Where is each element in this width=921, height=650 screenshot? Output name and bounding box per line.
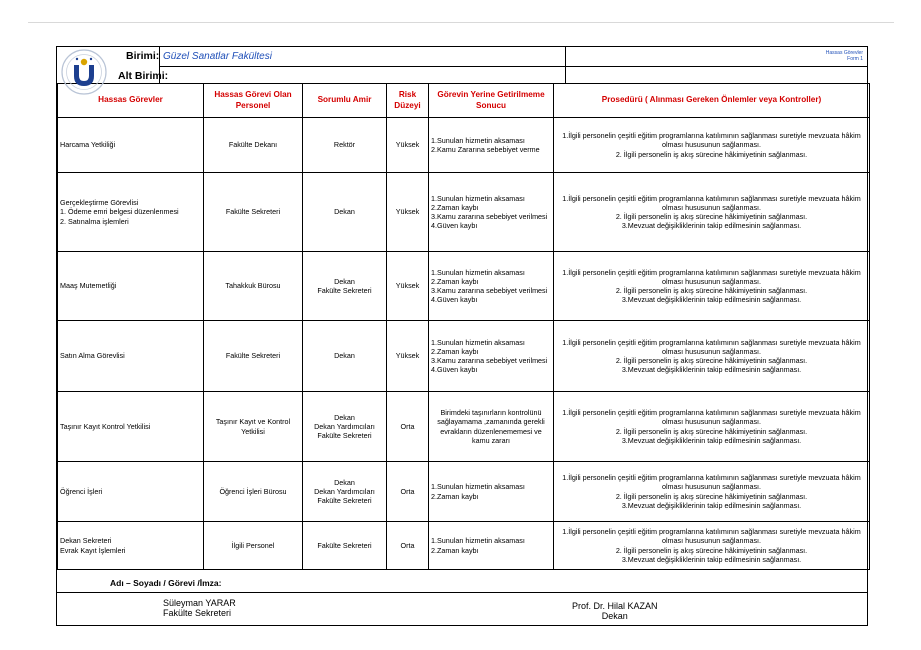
signature-right-name: Prof. Dr. Hilal KAZAN [572,601,658,611]
personel-cell: Fakülte Dekanı [204,118,303,173]
signature-left [163,598,236,619]
birim-label: Birimi: [126,50,160,62]
risk-cell: Yüksek [387,173,429,252]
table-row [58,462,870,522]
prosedur-cell: 1.İlgili personelin çeşitli eğitim programlarına katılımının sağlanması suretiyle mevzuata hâkim olması hususunun sağlanması. 2. İlgili personelin iş akış sürecine hâkimiyetinin sağlanması. 3.Mevzuat değişikliklerinin takip edilmesinin sağlanması. [554,462,870,522]
table-row [58,118,870,173]
personel-cell: Öğrenci İşleri Bürosu [204,462,303,522]
amir-cell: Dekan [303,173,387,252]
amir-cell: Rektör [303,118,387,173]
prosedur-cell: 1.İlgili personelin çeşitli eğitim programlarına katılımının sağlanması suretiyle mevzuata hâkim olması hususunun sağlanması. 2. İlgili personelin iş akış sürecine hâkimiyetinin sağlanması. 3.Mevzuat değişikliklerinin takip edilmesinin sağlanması. [554,173,870,252]
table-row [58,173,870,252]
table-row [58,321,870,392]
table-row [58,522,870,570]
personel-cell: Fakülte Sekreteri [204,173,303,252]
gorev-cell: Gerçekleştirme Görevlisi 1. Ödeme emri belgesi düzenlenmesi 2. Satınalma işlemleri [58,173,204,252]
form-code [826,50,863,63]
prosedur-cell: 1.İlgili personelin çeşitli eğitim programlarına katılımının sağlanması suretiyle mevzuata hâkim olması hususunun sağlanması. 2. İlgili personelin iş akış sürecine hâkimiyetinin sağlanması. 3.Mevzuat değişikliklerinin takip edilmesinin sağlanması. [554,252,870,321]
form-frame [56,46,868,626]
hassas-gorevler-table [57,83,870,570]
gorev-cell: Dekan Sekreteri Evrak Kayıt İşlemleri [58,522,204,570]
prosedur-cell: 1.İlgili personelin çeşitli eğitim programlarına katılımının sağlanması suretiyle mevzuata hâkim olması hususunun sağlanması. 2. İlgili personelin iş akış sürecine hâkimiyetinin sağlanması. 3.Mevzuat değişikliklerinin takip edilmesinin sağlanması. [554,392,870,462]
gorev-cell: Harcama Yetkiliği [58,118,204,173]
col-header-gorev: Hassas Görevler [58,84,204,118]
personel-cell: İlgili Personel [204,522,303,570]
risk-cell: Orta [387,462,429,522]
table-row [58,392,870,462]
col-header-personel: Hassas Görevi Olan Personel [204,84,303,118]
risk-cell: Orta [387,392,429,462]
amir-cell: Fakülte Sekreteri [303,522,387,570]
sonuc-cell: Birimdeki taşınırların kontrolünü sağlayamama ,zamanında gerekli evrakların düzenlenememesi ve kamu zararı [429,392,554,462]
amir-cell: Dekan [303,321,387,392]
signature-heading: Adı – Soyadı / Görevi /İmza: [110,578,222,588]
form-code-line1: Hassas Görevler [825,50,863,56]
gorev-cell: Satın Alma Görevlisi [58,321,204,392]
sonuc-cell: 1.Sunulan hizmetin aksaması 2.Zaman kaybı 3.Kamu zararına sebebiyet verilmesi 4.Güven kaybı [429,252,554,321]
sonuc-cell: 1.Sunulan hizmetin aksaması 2.Zaman kaybı 3.Kamu zararına sebebiyet verilmesi 4.Güven kaybı [429,321,554,392]
amir-cell: Dekan Dekan Yardımcıları Fakülte Sekreteri [303,462,387,522]
signature-left-title: Fakülte Sekreteri [163,608,232,619]
prosedur-cell: 1.İlgili personelin çeşitli eğitim programlarına katılımının sağlanması suretiyle mevzuata hâkim olması hususunun sağlanması. 2. İlgili personelin iş akış sürecine hâkimiyetinin sağlanması. 3.Mevzuat değişikliklerinin takip edilmesinin sağlanması. [554,321,870,392]
table-header-row [58,84,870,118]
risk-cell: Orta [387,522,429,570]
signature-left-name: Süleyman YARAR [163,598,236,608]
alt-birim-label: Alt Birimi: [118,70,169,82]
university-logo [60,48,108,96]
prosedur-cell: 1.İlgili personelin çeşitli eğitim programlarına katılımının sağlanması suretiyle mevzuata hâkim olması hususunun sağlanması. 2. İlgili personelin iş akış sürecine hâkimiyetinin sağlanması. [554,118,870,173]
signature-right-title: Dekan [601,611,628,622]
gorev-cell: Öğrenci İşleri [58,462,204,522]
col-header-amir: Sorumlu Amir [303,84,387,118]
sonuc-cell: 1.Sunulan hizmetin aksaması 2.Zaman kaybı [429,522,554,570]
table-row [58,252,870,321]
sonuc-cell: 1.Sunulan hizmetin aksaması 2.Zaman kaybı [429,462,554,522]
gorev-cell: Maaş Mutemetliği [58,252,204,321]
prosedur-cell: 1.İlgili personelin çeşitli eğitim programlarına katılımının sağlanması suretiyle mevzuata hâkim olması hususunun sağlanması. 2. İlgili personelin iş akış sürecine hâkimiyetinin sağlanması. 3.Mevzuat değişikliklerinin takip edilmesinin sağlanması. [554,522,870,570]
form-code-line2: Form 1 [847,56,863,63]
personel-cell: Fakülte Sekreteri [204,321,303,392]
personel-cell: Tahakkuk Bürosu [204,252,303,321]
risk-cell: Yüksek [387,252,429,321]
amir-cell: Dekan Fakülte Sekreteri [303,252,387,321]
signature-right [572,601,658,622]
col-header-sonuc: Görevin Yerine Getirilmeme Sonucu [429,84,554,118]
sonuc-cell: 1.Sunulan hizmetin aksaması 2.Kamu Zararına sebebiyet verme [429,118,554,173]
sonuc-cell: 1.Sunulan hizmetin aksaması 2.Zaman kaybı 3.Kamu zararına sebebiyet verilmesi 4.Güven kaybı [429,173,554,252]
col-header-risk: Risk Düzeyi [387,84,429,118]
col-header-prosedur: Prosedürü ( Alınması Gereken Önlemler veya Kontroller) [554,84,870,118]
amir-cell: Dekan Dekan Yardımcıları Fakülte Sekreteri [303,392,387,462]
top-divider [28,22,894,23]
risk-cell: Yüksek [387,118,429,173]
personel-cell: Taşınır Kayıt ve Kontrol Yetkilisi [204,392,303,462]
birim-value: Güzel Sanatlar Fakültesi [163,51,272,62]
table-body [58,118,870,570]
risk-cell: Yüksek [387,321,429,392]
gorev-cell: Taşınır Kayıt Kontrol Yetkilisi [58,392,204,462]
